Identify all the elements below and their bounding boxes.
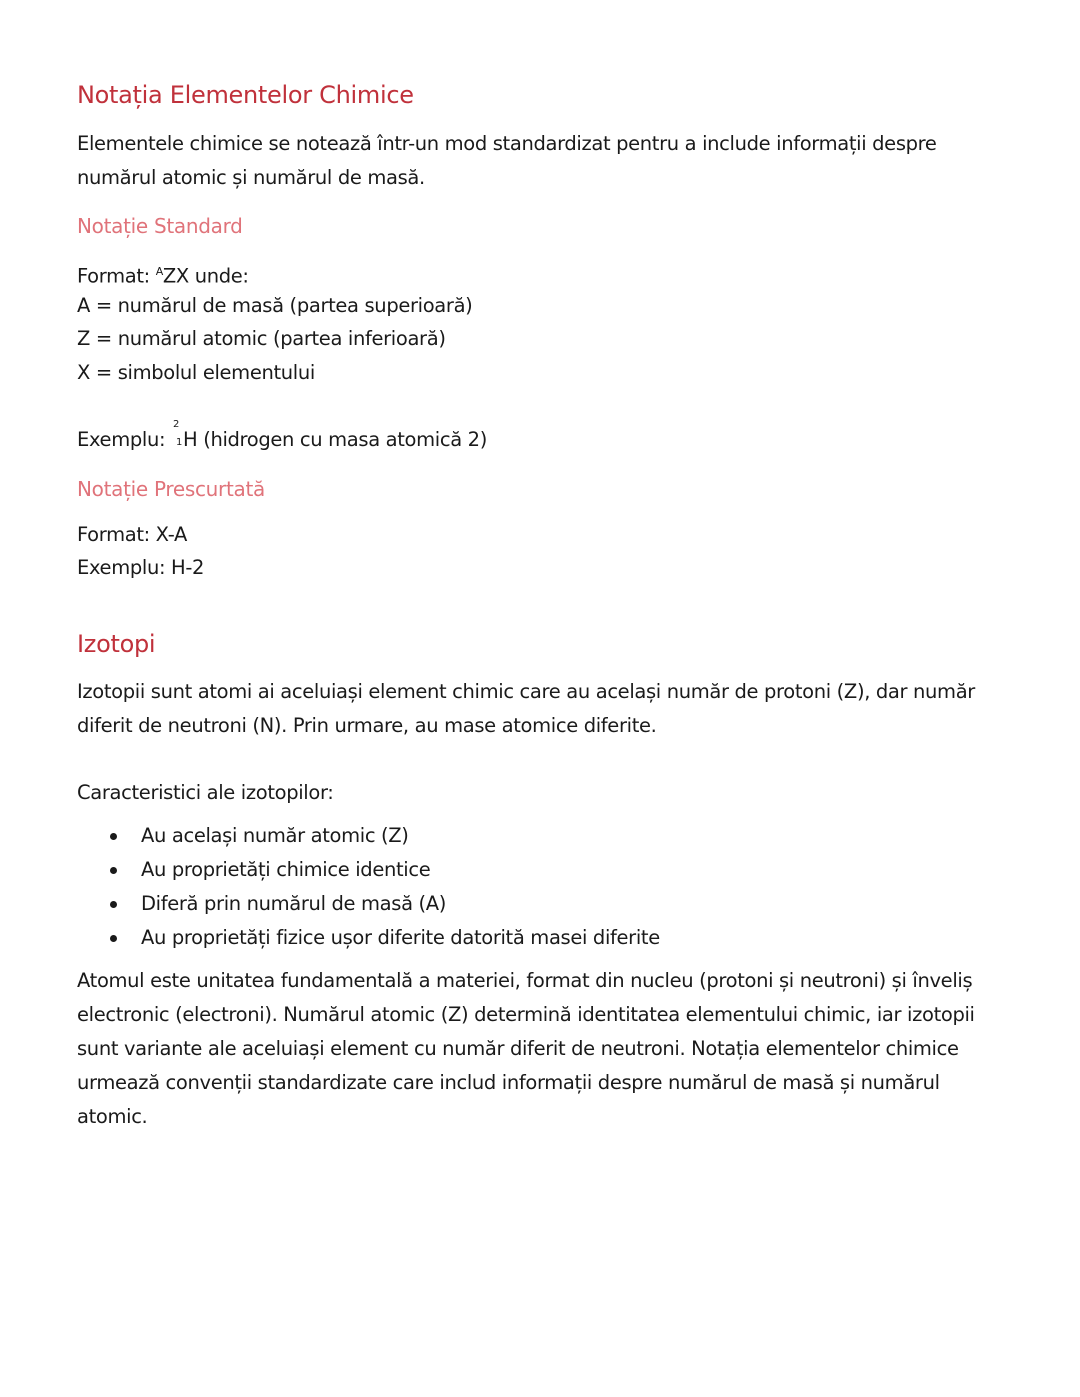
notation-intro: Elementele chimice se notează într-un mod standardizat pentru a include informații despre numărul atomic și numărul de masă. <box>77 132 937 189</box>
summary-paragraph: Atomul este unitatea fundamentală a materiei, format din nucleu (protoni și neutroni) și înveliș electronic (electroni). Numărul atomic (Z) determină identitatea elementului chimic, iar izotopii sunt variante ale aceluiași element cu număr diferit de neutroni. Notația elementelor chimice urmează convenții standardizate care includ informații despre numărul de masă și numărul atomic. <box>77 969 975 1128</box>
subsection-title-standard: Notație Standard <box>77 214 243 238</box>
standard-line-z: Z = numărul atomic (partea inferioară) <box>77 327 446 350</box>
standard-example-line <box>77 419 487 457</box>
list-item <box>77 887 660 921</box>
format-superscript: A <box>155 265 163 278</box>
list-item-text: Diferă prin numărul de masă (A) <box>141 892 447 915</box>
list-item-text: Au același număr atomic (Z) <box>141 824 409 847</box>
list-item <box>77 853 660 887</box>
characteristics-label: Caracteristici ale izotopilor: <box>77 781 334 804</box>
format-label: Format: <box>77 264 156 288</box>
standard-line-x: X = simbolul elementului <box>77 361 315 384</box>
section-title-isotopes: Izotopi <box>77 630 156 658</box>
list-item <box>77 819 660 853</box>
standard-line-a: A = numărul de masă (partea superioară) <box>77 294 473 317</box>
list-item-text: Au proprietăți chimice identice <box>141 858 431 881</box>
short-format-line: Format: X-A <box>77 523 187 546</box>
bullet-icon <box>110 833 117 840</box>
characteristics-list <box>77 819 660 955</box>
standard-format-line <box>77 255 249 294</box>
example-mass-number: 2 <box>173 419 180 430</box>
subsection-title-short: Notație Prescurtată <box>77 477 265 501</box>
list-item-text: Au proprietăți fizice ușor diferite datorită masei diferite <box>141 926 660 949</box>
bullet-icon <box>110 867 117 874</box>
bullet-icon <box>110 901 117 908</box>
isotopes-intro: Izotopii sunt atomi ai aceluiași element chimic care au același număr de protoni (Z), dar număr diferit de neutroni (N). Prin urmare, au mase atomice diferite. <box>77 680 975 737</box>
short-example-line: Exemplu: H-2 <box>77 556 205 579</box>
example-atomic-number: 1 <box>176 437 183 448</box>
list-item <box>77 921 660 955</box>
example-rest: H (hidrogen cu masa atomică 2) <box>183 428 487 451</box>
example-isotope-notation <box>171 419 183 448</box>
format-rest: ZX unde: <box>162 264 249 288</box>
example-label: Exemplu: <box>77 428 172 451</box>
bullet-icon <box>110 935 117 942</box>
section-title-notation: Notația Elementelor Chimice <box>77 81 414 109</box>
